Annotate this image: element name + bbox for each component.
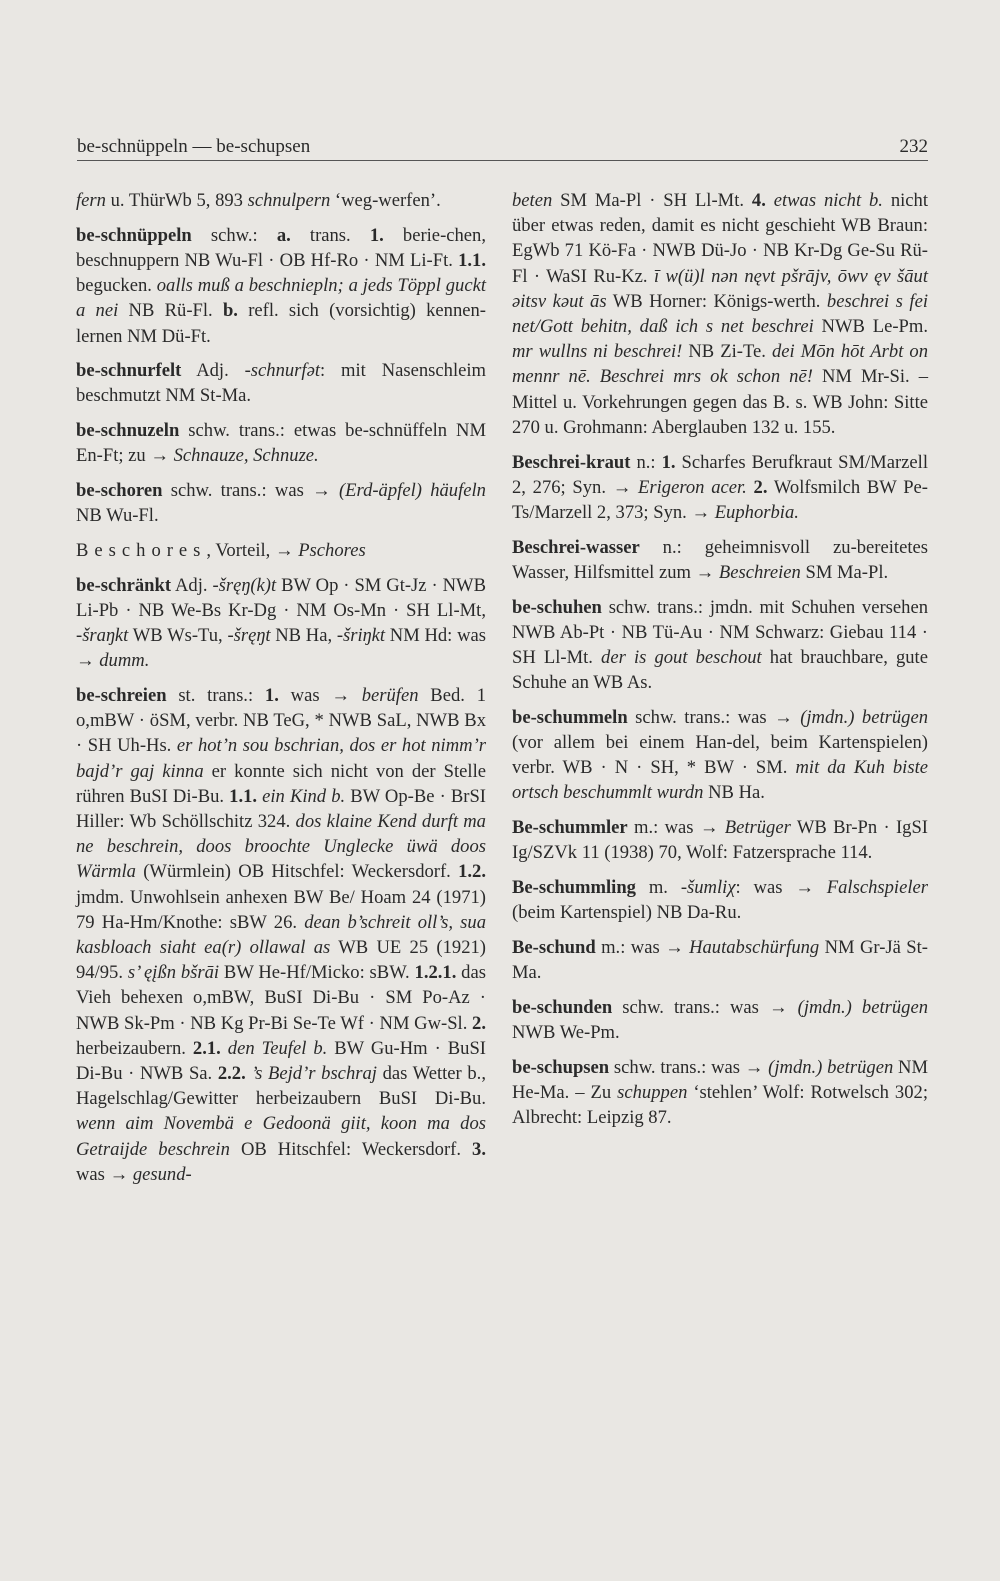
entry-text: refl. sich (vorsichtig) kennen-lernen NM Dü-Ft.	[76, 300, 486, 347]
entry-bold-text: 2.1.	[192, 1037, 221, 1059]
entry-text: WB Horner: Königs-werth.	[606, 290, 827, 312]
dictionary-entry	[76, 478, 486, 528]
entry-bold-text: be-schummeln	[512, 706, 628, 728]
entry-text: NB Ha,	[270, 625, 337, 647]
entry-italic-text: er hot’n sou bschrian, dos er hot nimm’r bajd’r gaj kinna	[76, 735, 486, 782]
entry-italic-text: (jmdn.) betrügen	[800, 706, 928, 728]
entry-italic-text: -šumliχ	[680, 877, 736, 899]
page-header	[77, 128, 928, 161]
dictionary-entry	[76, 223, 486, 349]
dictionary-entry	[76, 418, 486, 468]
entry-text: NWB Le-Pm.	[813, 316, 928, 338]
entry-text: begucken.	[76, 275, 157, 297]
entry-text: NM Mr-Si. – Mittel u. Vorkehrungen gegen das B. s. WB John: Sitte 270 u. Grohmann: Aberglauben 132 u. 155.	[512, 366, 928, 438]
entry-italic-text: den Teufel b.	[227, 1037, 328, 1059]
entry-bold-text: 1.	[369, 224, 384, 246]
dictionary-entry	[76, 683, 486, 1187]
entry-text: das Wetter b., Hagelschlag/Gewitter herbeizaubern BuSI Di-Bu.	[76, 1063, 486, 1110]
entry-text: NB Rü-Fl.	[118, 300, 223, 322]
entry-text: schw. trans.: was →	[162, 480, 339, 502]
entry-text: , Vorteil, →	[206, 539, 299, 561]
entry-text: n.:	[630, 451, 662, 473]
entry-spaced-text: Beschores	[76, 539, 207, 561]
dictionary-entry	[512, 1055, 928, 1131]
entry-bold-text: be-schoren	[76, 480, 163, 502]
entry-italic-text: Schnauze, Schnuze.	[173, 445, 319, 467]
entry-text: berie-chen, beschnuppern NB Wu-Fl · OB Hf-Ro · NM Li-Ft.	[76, 224, 487, 271]
entry-italic-text: oalls muß a beschniepln; a jeds Töppl guckt a nei	[76, 275, 486, 322]
entry-bold-text: Be-schummling	[512, 877, 636, 899]
entry-text: u. ThürWb 5, 893	[105, 190, 248, 211]
entry-italic-text: Betrüger	[724, 817, 791, 839]
entry-bold-text: be-schreien	[76, 684, 167, 706]
dictionary-entry	[512, 595, 928, 696]
entry-italic-text: -šręŋ(k)t	[212, 574, 277, 596]
entry-text: schw. trans.: was →	[612, 996, 798, 1018]
entry-italic-text: Falschspieler	[826, 877, 928, 899]
entry-text: (vor allem bei einem Han-del, beim Kartenspielen) verbr. WB · N · SH, * BW · SM.	[512, 732, 928, 779]
entry-text: m.: was →	[595, 936, 690, 958]
entry-text: hat brauchbare, gute Schuhe an WB As.	[512, 646, 928, 694]
entry-text	[221, 1038, 228, 1059]
entry-text: SM Ma-Pl.	[800, 561, 889, 583]
page-number: 232	[899, 136, 928, 157]
entry-text	[747, 477, 754, 498]
entry-italic-text: -šriŋkt	[336, 625, 386, 647]
entry-text: schw. trans.: jmdn. mit Schuhen versehen NWB Ab-Pt · NB Tü-Au · NM Schwarz: Giebau 114 · SH Ll-Mt.	[512, 596, 928, 668]
entry-italic-text: schuppen	[617, 1082, 688, 1103]
entry-text: schw. trans.: etwas be-schnüffeln NM En-Ft; zu →	[76, 420, 486, 467]
entry-text: NB Ha.	[703, 782, 765, 804]
entry-italic-text: -schnurfət	[244, 360, 321, 382]
entry-bold-text: be-schränkt	[76, 574, 172, 596]
entry-text: : was →	[735, 877, 827, 899]
entry-text: BW Gu-Hm · BuSI Di-Bu · NWB Sa.	[76, 1037, 486, 1084]
entry-text: NM Hd: was →	[76, 625, 486, 672]
entry-bold-text: Be-schummler	[512, 817, 628, 839]
entry-bold-text: be-schupsen	[512, 1056, 610, 1078]
entry-italic-text: (jmdn.) betrügen	[797, 996, 928, 1018]
entry-bold-text: 2.	[472, 1012, 486, 1034]
entry-text: (beim Kartenspiel) NB Da-Ru.	[512, 902, 742, 924]
entry-text: BW Op · SM Gt-Jz · NWB Li-Pb · NB We-Bs Kr-Dg · NM Os-Mn · SH Ll-Mt,	[76, 574, 486, 621]
entry-italic-text: mr wullns ni beschrei!	[512, 341, 683, 363]
entry-italic-text: (Erd-äpfel) häufeln	[338, 480, 486, 502]
dictionary-entry	[512, 875, 928, 925]
dictionary-entry	[76, 573, 486, 674]
entry-text: n.: geheimnisvoll zu-bereitetes Wasser, Hilfsmittel zum →	[512, 536, 928, 583]
entry-bold-text: Be-schund	[512, 936, 596, 958]
entry-italic-text: mit da Kuh biste ortsch beschummlt wurdn	[512, 757, 928, 804]
dictionary-entry	[76, 188, 486, 213]
dictionary-entry	[512, 188, 928, 440]
entry-text: trans.	[290, 224, 370, 246]
entry-text: WB Br-Pn · IgSI Ig/SZVk 11 (1938) 70, Wolf: Fatzersprache 114.	[512, 817, 928, 864]
entry-bold-text: b.	[222, 300, 238, 322]
entry-text: NB Wu-Fl.	[76, 505, 159, 527]
entry-text: WB Ws-Tu,	[128, 625, 228, 647]
dictionary-entry	[512, 450, 928, 526]
entry-italic-text: etwas nicht b.	[773, 190, 883, 211]
entry-italic-text: Pschores	[298, 539, 366, 561]
entry-italic-text: Beschreien	[718, 561, 801, 583]
entry-italic-text: Euphorbia.	[714, 501, 799, 523]
entry-text: m.	[635, 877, 681, 899]
entry-text: was →	[278, 684, 362, 706]
entry-text: WB UE 25 (1921) 94/95.	[76, 936, 486, 984]
entry-text: (Würmlein) OB Hitschfel: Weckersdorf.	[135, 861, 459, 883]
dictionary-entry	[512, 935, 928, 985]
entry-text: Scharfes Berufkraut SM/Marzell 2, 276; Syn. →	[512, 451, 928, 498]
entry-italic-text: s’ ęįßn bšrāi	[127, 962, 220, 984]
entry-text: NM Gr-Jä St-Ma.	[512, 936, 928, 984]
right-column	[512, 188, 928, 1140]
entry-text: NWB We-Pm.	[512, 1022, 620, 1044]
dictionary-entry	[76, 358, 486, 408]
dictionary-entry	[512, 815, 928, 865]
entry-bold-text: be-schnüppeln	[76, 224, 192, 246]
entry-italic-text: dos klaine Kend durft ma ne beschrein, doos broochte Unglecke üwä doos Wärmla	[76, 810, 486, 883]
entry-text: NB Zi-Te.	[682, 341, 772, 363]
entry-italic-text: dean b’schreit oll’s, sua kasbloach siaht ea(r) ollawal as	[76, 911, 486, 958]
entry-text: schw. trans.: was →	[609, 1056, 769, 1078]
entry-italic-text: beschrei s fei net/Gott behitn, daß ich s net beschrei	[512, 290, 928, 338]
entry-text: SM Ma-Pl · SH Ll-Mt.	[552, 190, 752, 211]
entry-bold-text: Beschrei-kraut	[512, 451, 631, 473]
entry-italic-text: dumm.	[99, 650, 150, 672]
dictionary-entry	[76, 538, 486, 563]
dictionary-entry	[512, 705, 928, 806]
entry-text: herbeizaubern.	[76, 1037, 193, 1059]
entry-text: m.: was →	[627, 817, 725, 839]
entry-text: Adj.	[181, 360, 245, 382]
entry-bold-text: be-schnurfelt	[76, 360, 182, 382]
entry-italic-text: dei Mōn hōt Arbt on mennr nē. Beschrei mrs ok schon nē!	[512, 341, 928, 388]
entry-text: das Vieh behexen o,mBW, BuSI Di-Bu · SM Po-Az · NWB Sk-Pm · NB Kg Pr-Bi Se-Te Wf · NM Gw-Sl.	[76, 962, 486, 1034]
entry-text: : mit Nasenschleim beschmutzt NM St-Ma.	[76, 360, 487, 407]
left-column	[76, 188, 486, 1197]
entry-italic-text: gesund-	[132, 1163, 192, 1185]
entry-bold-text: be-schuhen	[512, 596, 602, 618]
entry-italic-text: ’s Bejd’r bschraj	[251, 1063, 377, 1084]
entry-text: ‘stehlen’ Wolf: Rotwelsch 302; Albrecht: Leipzig 87.	[512, 1082, 928, 1129]
entry-bold-text: 2.2.	[217, 1063, 246, 1084]
entry-bold-text: 1.1.	[458, 249, 486, 271]
entry-bold-text: 2.	[753, 476, 768, 498]
entry-bold-text: be-schnuzeln	[76, 420, 180, 442]
entry-bold-text: 1.1.	[229, 785, 258, 807]
entry-bold-text: 1.2.1.	[414, 962, 457, 984]
entry-text: OB Hitschfel: Weckersdorf.	[229, 1138, 473, 1160]
entry-italic-text: berüfen	[361, 684, 419, 706]
entry-text: Adj.	[171, 574, 213, 596]
entry-bold-text: be-schunden	[512, 996, 613, 1018]
running-head: be-schnüppeln — be-schupsen	[77, 136, 311, 157]
entry-bold-text: Beschrei-wasser	[512, 536, 640, 558]
entry-text: nicht über etwas reden, damit es nicht geschieht WB Braun: EgWb 71 Kö-Fa · NWB Dü-Jo · NB Kr-Dg Ge-Su Rü-Fl · WaSI Ru-Kz.	[512, 190, 929, 287]
entry-text: NM He-Ma. – Zu	[512, 1056, 928, 1103]
entry-bold-text: 4.	[751, 190, 766, 211]
entry-italic-text: Hautabschürfung	[689, 936, 820, 958]
entry-bold-text: 1.	[264, 684, 279, 706]
entry-italic-text: schnulpern	[247, 190, 331, 211]
entry-text: BW He-Hf/Micko: sBW.	[219, 962, 415, 984]
entry-text: BW Op-Be · BrSI Hiller: Wb Schöllschitz 324.	[76, 785, 486, 832]
entry-text: schw. trans.: was →	[627, 706, 801, 728]
entry-text: was →	[76, 1163, 133, 1185]
entry-italic-text: wenn aim Novembä e Gedoonä giit, koon ma dos Getraijde beschrein	[76, 1113, 486, 1160]
entry-italic-text: -šraŋkt	[76, 625, 129, 647]
entry-text: jmdm. Unwohlsein anhexen BW Be/ Hoam 24 (1971) 79 Ha-Hm/Knothe: sBW 26.	[76, 886, 486, 933]
entry-text: Wolfsmilch BW Pe-Ts/Marzell 2, 373; Syn. →	[512, 476, 928, 523]
entry-italic-text: ein Kind b.	[262, 785, 346, 807]
entry-italic-text: (jmdn.) betrügen	[768, 1056, 894, 1078]
entry-italic-text: fern	[76, 190, 106, 211]
entry-italic-text: Erigeron acer.	[638, 476, 747, 498]
entry-text	[766, 190, 774, 211]
dictionary-entry	[512, 535, 928, 585]
entry-bold-text: 1.2.	[458, 861, 486, 883]
entry-italic-text: der is gout beschout	[601, 646, 762, 668]
entry-bold-text: a.	[276, 224, 291, 246]
entry-italic-text: beten	[512, 190, 553, 211]
entry-bold-text: 3.	[472, 1138, 486, 1160]
entry-italic-text: -šręŋt	[227, 625, 271, 647]
dictionary-entry	[512, 995, 928, 1045]
entry-text: Bed. 1 o,mBW · öSM, verbr. NB TeG, * NWB SaL, NWB Bx · SH Uh-Hs.	[76, 684, 486, 757]
entry-bold-text: 1.	[661, 451, 676, 473]
entry-italic-text: ī w(ü)l nən nęvt pšrājv, ōwv ęv šāut əitsv kəut ās	[512, 265, 928, 312]
entry-text: schw.:	[191, 224, 277, 246]
entry-text: er konnte sich nicht von der Stelle rühren BuSI Di-Bu.	[76, 760, 486, 807]
entry-text: st. trans.:	[166, 684, 265, 706]
entry-text: ‘weg-werfen’.	[330, 190, 441, 211]
